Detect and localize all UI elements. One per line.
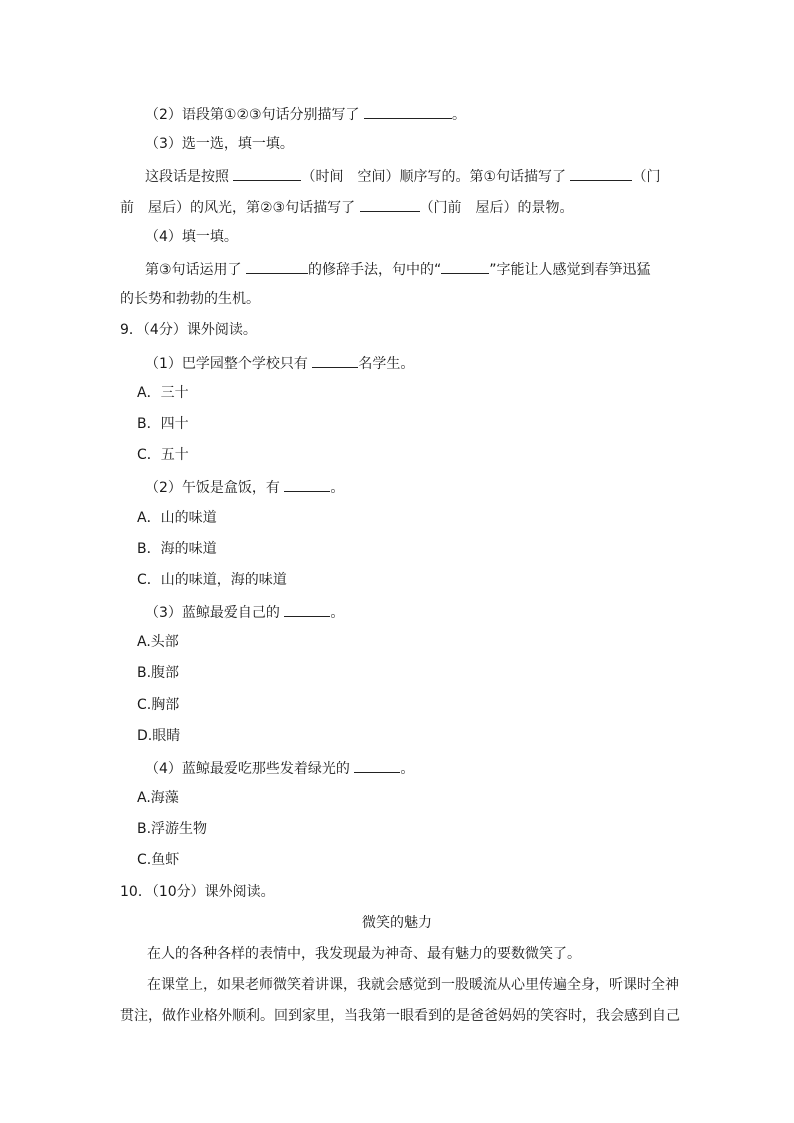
passage-paragraph-2-line-1: 在课堂上，如果老师微笑着讲课，我就会感觉到一股暖流从心里传遍全身，听课时全神 xyxy=(147,977,679,993)
answer-blank[interactable] xyxy=(284,601,330,617)
q8-sub3-line2 xyxy=(120,196,574,216)
q8-sub4-line2: 的长势和勃勃的生机。 xyxy=(120,291,260,307)
answer-blank[interactable] xyxy=(441,258,489,274)
passage-paragraph-2-line-2: 贯注，做作业格外顺利。回到家里，当我第一眼看到的是爸爸妈妈的笑容时，我会感到自己 xyxy=(120,1008,680,1024)
q9-sub2-option-b[interactable]: B．海的味道 xyxy=(137,541,217,557)
text-segment: （门 xyxy=(632,169,661,185)
answer-blank[interactable] xyxy=(284,476,330,492)
q9-sub1 xyxy=(145,352,414,372)
text-segment: （4）蓝鲸最爱吃那些发着绿光的 xyxy=(145,761,355,777)
text-segment: 名学生。 xyxy=(358,356,415,372)
q9-sub3 xyxy=(145,601,344,621)
q8-sub3-line1 xyxy=(145,165,660,185)
q9-sub4-option-c[interactable]: C.鱼虾 xyxy=(137,852,180,868)
q9-sub1-option-c[interactable]: C．五十 xyxy=(137,447,189,463)
text-segment: 。 xyxy=(400,761,415,777)
answer-blank[interactable] xyxy=(233,165,301,181)
answer-blank[interactable] xyxy=(364,103,452,119)
q9-sub3-option-a[interactable]: A.头部 xyxy=(137,634,179,650)
q9-sub4-option-b[interactable]: B.浮游生物 xyxy=(137,821,208,837)
text-segment: （门前 屋后）的景物。 xyxy=(419,200,574,216)
passage-title: 微笑的魅力 xyxy=(362,915,432,931)
q9-sub2 xyxy=(145,476,344,496)
q10-heading: 10．（10分）课外阅读。 xyxy=(120,884,275,900)
q8-sub2-text: （2）语段第①②③句话分别描写了 xyxy=(145,107,365,123)
q9-sub3-option-b[interactable]: B.腹部 xyxy=(137,665,180,681)
text-segment: （3）蓝鲸最爱自己的 xyxy=(145,605,285,621)
q9-sub4 xyxy=(145,757,414,777)
q9-sub2-option-a[interactable]: A．山的味道 xyxy=(137,510,217,526)
text-segment: 的修辞手法，句中的“ xyxy=(308,262,442,278)
passage-paragraph-1: 在人的各种各样的表情中，我发现最为神奇、最有魅力的要数微笑了。 xyxy=(147,946,581,962)
text-segment: 。 xyxy=(330,605,345,621)
answer-blank[interactable] xyxy=(360,196,420,212)
text-segment: （1）巴学园整个学校只有 xyxy=(145,356,313,372)
text-segment: 。 xyxy=(330,480,345,496)
q8-sub2-end: 。 xyxy=(452,107,467,123)
answer-blank[interactable] xyxy=(246,258,308,274)
answer-blank[interactable] xyxy=(570,165,632,181)
q9-sub2-option-c[interactable]: C．山的味道，海的味道 xyxy=(137,572,287,588)
q8-sub2 xyxy=(145,103,466,123)
text-segment: （时间 空间）顺序写的。第①句话描写了 xyxy=(301,169,571,185)
text-segment: 第③句话运用了 xyxy=(145,262,247,278)
answer-blank[interactable] xyxy=(312,352,358,368)
q9-sub3-option-d[interactable]: D.眼睛 xyxy=(137,728,181,744)
q8-sub3: （3）选一选，填一填。 xyxy=(145,136,294,152)
text-segment: 前 屋后）的风光，第②③句话描写了 xyxy=(120,200,360,216)
q9-sub4-option-a[interactable]: A.海藻 xyxy=(137,790,179,806)
text-segment: （2）午饭是盒饭，有 xyxy=(145,480,285,496)
q8-sub4: （4）填一填。 xyxy=(145,229,238,245)
q9-heading: 9．（4分）课外阅读。 xyxy=(120,322,257,338)
q8-sub4-line1 xyxy=(145,258,651,278)
q9-sub1-option-b[interactable]: B．四十 xyxy=(137,416,189,432)
text-segment: ”字能让人感觉到春笋迅猛 xyxy=(489,262,651,278)
text-segment: 这段话是按照 xyxy=(145,169,234,185)
q9-sub3-option-c[interactable]: C.胸部 xyxy=(137,697,180,713)
answer-blank[interactable] xyxy=(354,757,400,773)
q9-sub1-option-a[interactable]: A．三十 xyxy=(137,385,189,401)
